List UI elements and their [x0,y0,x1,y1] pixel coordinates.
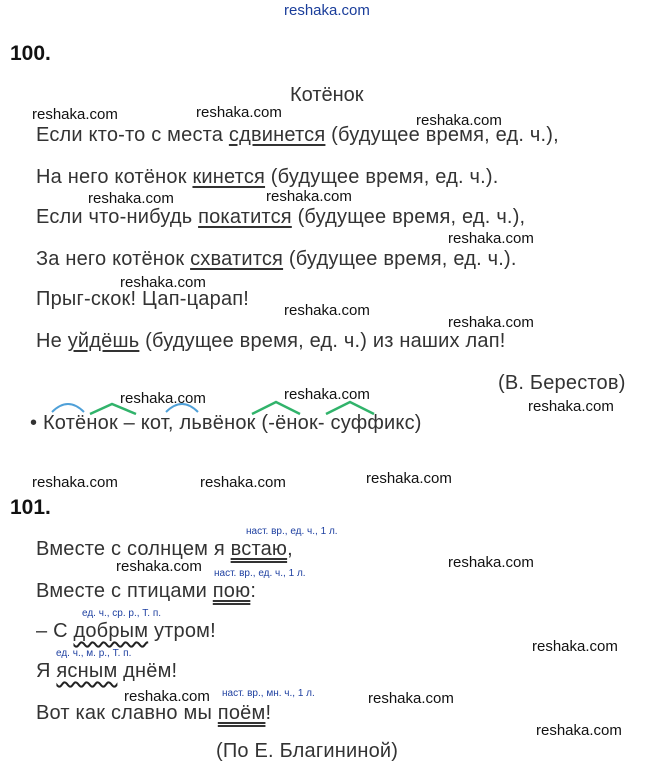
verb-pokatitsya: покатится [198,206,292,228]
poem-line-5: Прыг-скок! Цап-царап! [36,288,250,310]
verb-uydyosh: уйдёшь [67,330,140,352]
grammar-note-5: наст. вр., мн. ч., 1 л. [222,688,315,699]
exercise-100-number: 100. [10,42,51,65]
grammar-note-4: ед. ч., м. р., Т. п. [56,648,132,659]
watermark: reshaka.com [88,190,174,207]
poem2-line-2: Вместе с птицами пою: [36,580,257,602]
watermark: reshaka.com [196,104,282,121]
adjective-yasnym: ясным [56,660,118,682]
watermark: reshaka.com [536,722,622,739]
watermark: reshaka.com [366,470,452,487]
watermark: reshaka.com [116,558,202,575]
watermark-top: reshaka.com [284,2,370,19]
poem-title: Котёнок [290,84,364,106]
exercise-101-number: 101. [10,496,51,519]
poem-author: (В. Берестов) [498,372,626,394]
poem-line-4: За него котёнок схватится (будущее время, ед. ч.). [36,248,517,270]
verb-vstayu: встаю [230,538,288,560]
verb-kinetsya: кинется [192,166,266,188]
poem-line-6: Не уйдёшь (будущее время, ед. ч.) из наших лап! [36,330,506,352]
poem-line-2: На него котёнок кинется (будущее время, ед. ч.). [36,166,499,188]
watermark: reshaka.com [416,112,502,129]
watermark: reshaka.com [284,302,370,319]
watermark: reshaka.com [120,274,206,291]
watermark: reshaka.com [532,638,618,655]
watermark: reshaka.com [32,474,118,491]
watermark: reshaka.com [32,106,118,123]
watermark: reshaka.com [284,386,370,403]
grammar-note-3: ед. ч., ср. р., Т. п. [82,608,162,619]
verb-poyu: пою [212,580,251,602]
watermark: reshaka.com [448,314,534,331]
grammar-note-2: наст. вр., ед. ч., 1 л. [214,568,306,579]
watermark: reshaka.com [200,474,286,491]
watermark: reshaka.com [120,390,206,407]
word-analysis: • Котёнок – кот, львёнок (-ёнок- суффикс) [30,412,422,434]
watermark: reshaka.com [448,230,534,247]
poem-line-3: Если что-нибудь покатится (будущее время, ед. ч.), [36,206,526,228]
poem2-author: (По Е. Благининой) [216,740,399,762]
grammar-note-1: наст. вр., ед. ч., 1 л. [246,526,338,537]
watermark: reshaka.com [528,398,614,415]
watermark: reshaka.com [448,554,534,571]
watermark: reshaka.com [368,690,454,707]
watermark: reshaka.com [266,188,352,205]
poem-line-1: Если кто-то с места сдвинется (будущее время, ед. ч.), [36,124,559,146]
poem2-line-1: Вместе с солнцем я встаю, [36,538,293,560]
poem2-line-4: Я ясным днём! [36,660,178,682]
verb-sdvinetsya: сдвинется [228,124,326,146]
verb-poyom: поём [217,702,266,724]
watermark: reshaka.com [124,688,210,705]
poem2-line-3: – С добрым утром! [36,620,216,642]
poem2-line-5: Вот как славно мы поём! [36,702,272,724]
verb-skhvatitsya: схватится [190,248,284,270]
adjective-dobrym: добрым [73,620,149,642]
root-arc-kot [52,404,84,412]
